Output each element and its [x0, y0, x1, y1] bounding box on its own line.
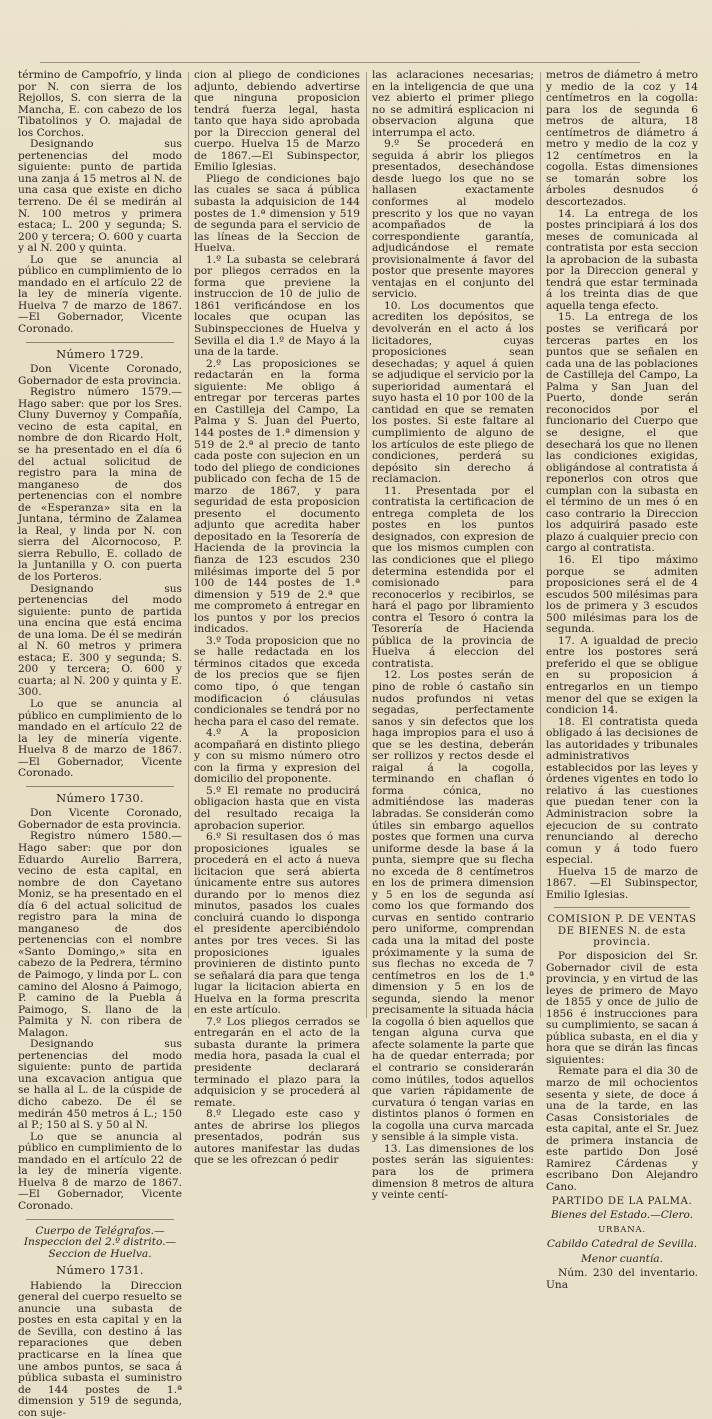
paragraph: Lo que se anuncia al público en cumplimiento de lo mandado en el artículo 22 de la ley de minería vigente. Huelva 7 de marzo de 1867. —El Gobernador, Vicente Coronado.: [18, 253, 182, 336]
paragraph: Designando sus pertenencias del modo siguiente: punto de partida una zanja á 15 metros al N. de una casa que existe en dicho terreno. De él se medirán al N. 100 metros y primera estaca; L. 200 y segunda; S. 200 y tercera; O. 600 y cuarta y al N. 200 y quinta.: [18, 138, 182, 255]
paragraph: Registro número 1579.—Hago saber: que por los Sres. Cluny Duvernoy y Compañía, vecino de esta capital, en nombre de don Ricardo Holt, se ha presentado en el día 6 del actual solicitud de registro para la mina de manganeso de dos pertenencias con el nombre de «Esperanza» sita en la Juntana, término de Zalamea la Real, y linda por N. con sierra del Alcornocoso, P. sierra Rebullo, E. collado de la Juntanilla y O. con puerta de los Porteros.: [18, 386, 182, 583]
paragraph: Pliego de condiciones bajo las cuales se saca á pública subasta la adquisicion de 144 postes de 1.ª dimension y 519 de segunda para el servicio de las líneas de la Seccion de Huelva.: [194, 172, 360, 255]
paragraph: cion al pliego de condiciones adjunto, debiendo advertirse que ninguna proposicion tendrá fuerza legal, hasta tanto que haya sido aprobada por la Direccion general del cuerpo. Huelva 15 de Marzo de 1867.—El Subinspector, Emilio Iglesias.: [194, 69, 360, 174]
subheading: Menor cuantía.: [581, 1252, 663, 1265]
paragraph: 10. Los documentos que acrediten los depósitos, se devolverán en el acto á los licitadores, cuyas proposiciones sean desechadas; y aquel á quien se adjudique el servicio por la superioridad aumentará el suyo hasta el 10 por 100 de la cantidad en que se rematen los postes. Si este faltare al cumplimiento de alguno de los artículos de este pliego de condiciones, perderá su depósito sin derecho á reclamacion.: [372, 299, 534, 486]
section-heading: Cuerpo de Telégrafos.—Inspeccion del 2.º distrito.—Seccion de Huelva.: [23, 1224, 177, 1260]
column-3: [372, 69, 534, 1202]
divider: [554, 907, 690, 908]
paragraph: Designando sus pertenencias del modo siguiente: punto de partida una encina que está encima de una loma. De él se medirán al N. 60 metros y primera estaca; E. 300 y segunda; S. 200 y tercera; O. 600 y cuarta; al N. 200 y quinta y E. 300.: [18, 582, 182, 699]
paragraph: 16. El tipo máximo porque se admiten proposiciones será el de 4 escudos 500 milésimas para los de primera y 3 escudos 500 milésimas para los de segunda.: [546, 553, 698, 636]
paragraph: Don Vicente Coronado, Gobernador de esta provincia.: [18, 807, 182, 831]
subheading: Bienes del Estado.—Clero.: [550, 1209, 694, 1222]
paragraph: Designando sus pertenencias del modo siguiente: punto de partida una excavacion antigua que se halla al L. de la cúspide de dicho cabezo. De él se medirán 450 metros á L.; 150 al P.; 150 al S. y 50 al N.: [18, 1038, 182, 1132]
paragraph: 14. La entrega de los postes principiará á los dos meses de comunicada al contratista por esta seccion la aprobacion de la subasta por la Direccion general y tendrá que estar terminada á los treinta dias de que aquella tenga efecto.: [546, 207, 698, 312]
column-4: [546, 69, 698, 1291]
paragraph: Registro número 1580.—Hago saber: que por don Eduardo Aurelio Barrera, vecino de esta capital, en nombre de don Cayetano Moniz, se ha presentado en el día 6 del actual solicitud de registro para la mina de manganeso de dos pertenencias con el nombre «Santo Domingo,» sita en cabezo de la Pedrera, término de Paimogo, y linda por L. con camino del Alosno á Paimogo, P. camino de la Puebla á Paimogo, S. llano de la Palmita y N. con ribera de Malagon.: [18, 830, 182, 1039]
paragraph: 15. La entrega de los postes se verificará por terceras partes en los puntos que se señalen en cada una de las poblaciones de Castilleja del Campo, La Palma y San Juan del Puerto, donde serán reconocidos por el funcionario del Cuerpo que se designe, el que desechará los que no llenen las condiciones exigidas, obligándose al contratista á reponerlos con otros que cumplan con la subasta en el término de un mes ó en caso contrario la Direccion los adquirirá pasado este plazo á cualquier precio con cargo al contratista.: [546, 311, 698, 555]
paragraph: metros de diámetro á metro y medio de la coz y 14 centímetros en la cogolla: para los de segunda 6 metros de altura, 18 centímetros de diámetro á metro y medio de la coz y 12 centímetros en la cogolla. Estas dimensiones se tomarán sobre los árboles desnudos ó descortezados.: [546, 69, 698, 209]
paragraph: las aclaraciones necesarias; en la inteligencia de que una vez abierto el primer pliego no se admitirá esplicacion ni observacion alguna que interrumpa el acto.: [372, 69, 534, 139]
subheading: URBANA.: [598, 1224, 646, 1235]
section-heading: COMISION P. DE VENTAS DE BIENES N. de esta provincia.: [547, 914, 697, 949]
column-1: [18, 69, 182, 1419]
paragraph: 17. A igualdad de precio entre los postores será preferido el que se obligue en su proposicion á entregarlos en un tiempo menor del que se exigen la condicion 14.: [546, 634, 698, 717]
paragraph: Don Vicente Coronado, Gobernador de esta provincia.: [18, 363, 182, 387]
page-header-rule: [40, 28, 640, 63]
paragraph: 1.º La subasta se celebrará por pliegos cerrados en la forma que previene la instruccion de 10 de julio de 1861 verificándose en los locales que ocupan las Subinspecciones de Huelva y Sevilla el dia 1.º de Mayo á la una de la tarde.: [194, 253, 360, 359]
paragraph: 12. Los postes serán de pino de roble ó castaño sin nudos profundos ni vetas segadas, perfectamente sanos y sin defectos que los haga impropios para el uso á que se les destina, deberán ser rollizos y rectos desde el raigal á la cogolla, terminando en chaflan ó forma cónica, no admitiéndose las maderas labradas. Se considerán como útiles sin embargo aquellos postes que formen una curva uniforme desde la base á la punta, siempre que su flecha no exceda de 8 centímetros en los de primera dimension y 5 en los de segunda así como los que formando dos curvas en sentido contrario pero uniforme, comprendan cada una la mitad del poste próximamente y la suma de sus flechas no exceda de 7 centímetros en los de 1.ª dimension y 5 en los de segunda, siendo la menor precisamente la situada hácia la cogolla ó bien aquellos que tengan alguna curva que afecte solamente la parte que ha de quedar enterrada; por el contrario se considerarán como inútiles, todos aquellos que varien rápidamente de curvatura ó tengan varias en distintos planos ó formen en la cogolla una curva marcada y sensible á la simple vista.: [372, 669, 534, 1144]
paragraph: 11. Presentada por el contratista la certificacion de entrega completa de los postes en los puntos designados, con expresion de que los mismos cumplen con las condiciones que el pliego determina estendida por el comisionado para reconocerlos y recibirlos, se hará el pago por libramiento contra el Tesoro ó contra la Tesorería de Hacienda pública de la provincia de Huelva á eleccion del contratista.: [372, 484, 534, 670]
paragraph: Habiendo la Direccion general del cuerpo resuelto se anuncie una subasta de postes en esta capital y en la de Sevilla, con destino á las reparaciones que deben practicarse en la línea que une ambos puntos, se saca á pública subasta el suministro de 144 postes de 1.ª dimension y 519 de segunda, con suje-: [18, 1279, 182, 1419]
divider: [26, 342, 174, 343]
paragraph: 6.º Si resultasen dos ó mas proposiciones iguales se procederá en el acto á nueva licitacion que será abierta únicamente entre sus autores durando por lo menos diez minutos, pasados los cuales concluirá cuando lo disponga el presidente apercibiéndolo antes por tres veces. Si las proposiciones iguales provinieren de distinto punto se señalará dia para que tenga lugar la licitacion abierta en Huelva en la forma prescrita en este artículo.: [194, 831, 360, 1017]
paragraph: 5.º El remate no producirá obligacion hasta que en vista del resultado recaiga la aprobacion superior.: [194, 784, 360, 832]
paragraph: 9.º Se procederá en seguida á abrir los pliegos presentados, desechándose desde luego los que no se hallasen exactamente conformes al modelo prescrito y los que no vayan acompañados de la correspondiente garantía, adjudicándose el remate provisionalmente á favor del postor que presente mayores ventajas en el conjunto del servicio.: [372, 138, 534, 301]
notice-number: Número 1731.: [56, 1263, 144, 1278]
paragraph: Lo que se anuncia al público en cumplimiento de lo mandado en el artículo 22 de la ley de minería vigente. Huelva 8 de marzo de 1867. —El Gobernador, Vicente Coronado.: [18, 697, 182, 780]
paragraph: 8.º Llegado este caso y antes de abrirse los pliegos presentados, podrán sus autores manifestar las dudas que se les ofrezcan ó pedir: [194, 1108, 360, 1167]
divider: [26, 1219, 174, 1220]
paragraph: 13. Las dimensiones de los postes serán las siguientes: para los de primera dimension 8 metros de altura y veinte centí-: [372, 1142, 534, 1202]
notice-number: Número 1729.: [56, 346, 144, 361]
notice-number: Número 1730.: [56, 790, 144, 805]
paragraph: 3.º Toda proposicion que no se halle redactada en los términos citados que exceda de los precios que se fijen como tipo, ó que tengan modificacion ó cláusulas condicionales se tendrá por no hecha para el caso del remate.: [194, 634, 360, 728]
paragraph: 7.º Los pliegos cerrados se entregarán en el acto de la subasta durante la primera media hora, pasada la cual el presidente declarará terminado el plazo para la adquisicion y se procederá al remate.: [194, 1015, 360, 1109]
district-heading: PARTIDO DE LA PALMA.: [551, 1195, 693, 1207]
paragraph: Por disposicion del Sr. Gobernador civil de esta provincia, y en virtud de las leyes de primero de Mayo de 1855 y once de julio de 1856 é instrucciones para su cumplimiento, se sacan á pública subasta, en el dia y hora que se dirán las fincas siguientes:: [546, 950, 698, 1066]
paragraph: 4.º A la proposicion acompañará en distinto pliego y con su mismo número otro con la firma y expresion del domicilio del proponente.: [194, 727, 360, 786]
paragraph: Lo que se anuncia al público en cumplimiento de lo mandado en el artículo 22 de la ley de minería vigente. Huelva 8 de marzo de 1867. —El Gobernador, Vicente Coronado.: [18, 1130, 182, 1212]
paragraph: Núm. 230 del inventario. Una: [546, 1267, 698, 1291]
paragraph: término de Campofrío, y linda por N. con sierra de los Rejollos, S. con sierra de la Mancha, E. con cabezo de los Tibatolinos y O. majadal de los Corchos.: [18, 69, 182, 139]
paragraph: Remate para el dia 30 de marzo de mil ochocientos sesenta y siete, de doce á una de la tarde, en las Casas Consistoriales de esta capital, ante el Sr. Juez de primera instancia de este partido Don José Ramirez Cárdenas y escribano Don Alejandro Cano.: [546, 1065, 698, 1193]
column-2: [194, 69, 360, 1167]
divider: [26, 786, 174, 787]
subheading: Cabildo Catedral de Sevilla.: [546, 1238, 698, 1251]
paragraph: 2.º Las proposiciones se redactarán en la forma siguiente: Me obligo á entregar por terceras partes en Castilleja del Campo, La Palma y S. Juan del Puerto, 144 postes de 1.ª dimension y 519 de 2.ª al precio de tanto cada poste con sujecion en un todo del pliego de condiciones publicado con fecha de 15 de marzo de 1867, y para seguridad de esta proposicion presento el documento adjunto que acredita haber depositado en la Tesorería de Hacienda de la provincia la fianza de 123 escudos 230 milésimas importe del 5 por 100 de 144 postes de 1.ª dimension y 519 de 2.ª que me comprometo á entregar en los puntos y por los precios indicados.: [194, 357, 360, 636]
paragraph: Huelva 15 de marzo de 1867. —El Subinspector, Emilio Iglesias.: [546, 865, 698, 901]
paragraph: 18. El contratista queda obligado á las decisiones de las autoridades y tribunales administrativos establecidos por las leyes y órdenes vigentes en todo lo relativo á las cuestiones que puedan tener con la Administracion sobre la ejecucion de su contrato renunciando al derecho comun y á todo fuero especial.: [546, 715, 698, 867]
columns: [0, 69, 712, 1419]
